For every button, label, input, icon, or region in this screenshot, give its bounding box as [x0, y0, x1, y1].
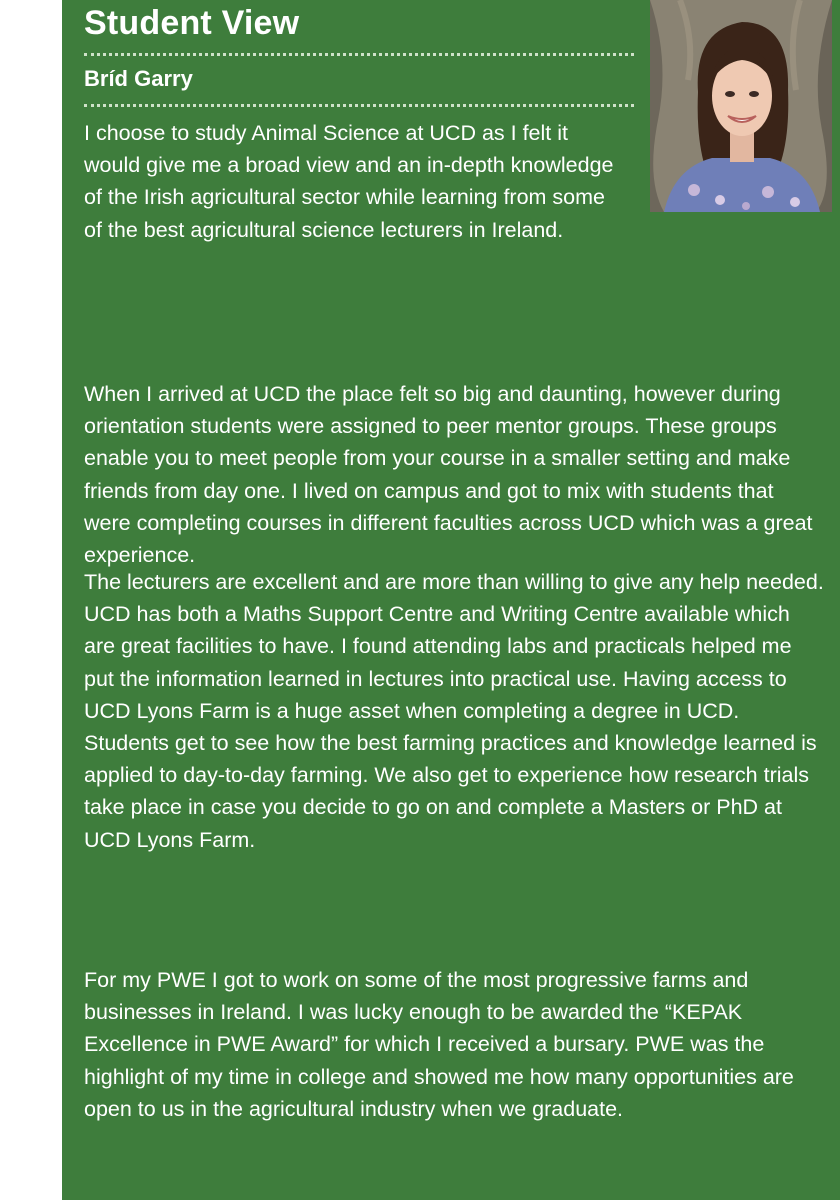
dotted-divider-top	[84, 53, 634, 56]
paragraph-1: I choose to study Animal Science at UCD as I felt it would give me a broad view and an in-depth knowledge of the Irish agricultural sector while learning from some of the best agricultural science lecturers in Ireland.	[84, 121, 614, 242]
dotted-divider-bottom	[84, 104, 634, 107]
student-view-panel	[62, 0, 840, 1200]
paragraph-3: The lecturers are excellent and are more than willing to give any help needed. UCD has both a Maths Support Centre and Writing Centre available which are great facilities to have. I found attending labs and practicals helped me put the information learned in lectures into practical use. Having access to UCD Lyons Farm is a huge asset when completing a degree in UCD. Students get to see how the best farming practices and knowledge learned is applied to day-to-day farming. We also get to experience how research trials take place in case you decide to go on and complete a Masters or PhD at UCD Lyons Farm.	[84, 570, 824, 852]
section-title: Student View	[84, 4, 300, 42]
student-portrait-photo	[650, 0, 832, 212]
paragraph-2: When I arrived at UCD the place felt so big and daunting, however during orientation students were assigned to peer mentor groups. These groups enable you to meet people from your course in a smaller setting and make friends from day one. I lived on campus and got to mix with students that were completing courses in different faculties across UCD which was a great experience.	[84, 382, 813, 568]
portrait-illustration	[650, 0, 832, 212]
student-name: Bríd Garry	[84, 66, 193, 91]
paragraph-4: For my PWE I got to work on some of the most progressive farms and businesses in Ireland. I was lucky enough to be awarded the “KEPAK Excellence in PWE Award” for which I received a bursary. PWE was the highlight of my time in college and showed me how many opportunities are open to us in the agricultural industry when we graduate.	[84, 968, 794, 1121]
